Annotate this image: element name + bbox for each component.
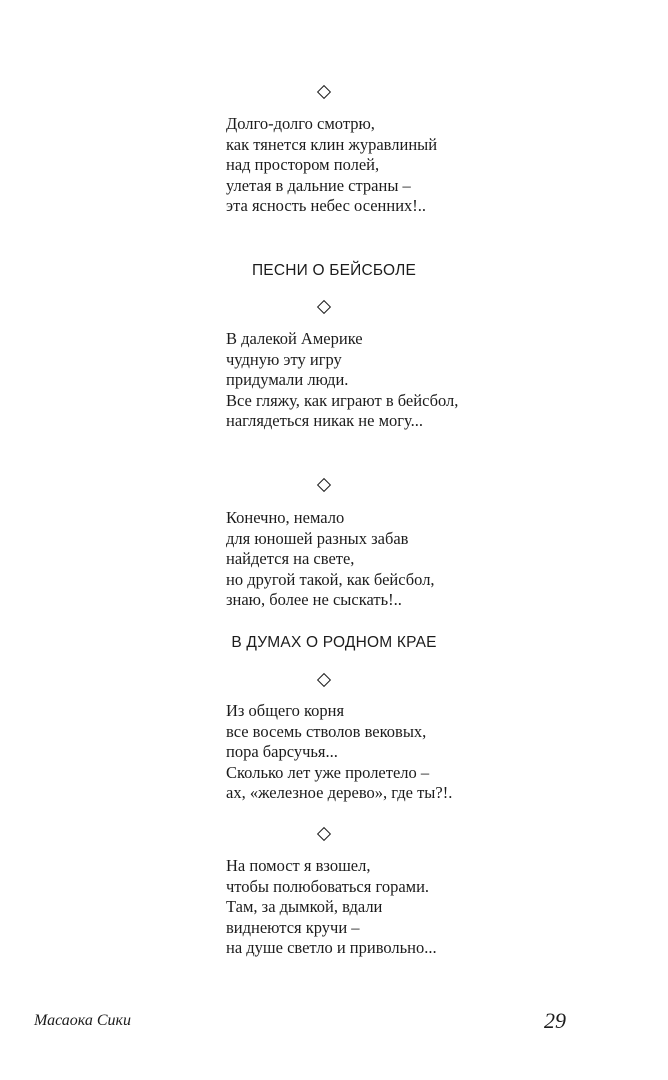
poem-line: Долго-долго смотрю,	[226, 114, 375, 133]
poem-line: чудную эту игру	[226, 349, 342, 369]
poem-line: над простором полей,	[226, 155, 380, 174]
section-title-baseball: ПЕСНИ О БЕЙСБОЛЕ	[251, 262, 417, 279]
poem-line: виднеются кручи –	[226, 917, 360, 937]
poem-line: знаю, более не сыскать!..	[226, 590, 402, 609]
poem	[226, 701, 452, 804]
poem-line: придумали люди.	[226, 370, 349, 389]
poem-line: но другой такой, как бейсбол,	[226, 569, 435, 589]
poem-line: Все гляжу, как играют в бейсбол,	[226, 390, 459, 410]
poem-line: для юношей разных забав	[226, 528, 409, 548]
page-number: 29	[544, 1008, 566, 1033]
poem-line: улетая в дальние страны –	[226, 175, 411, 195]
poem-line: найдется на свете,	[226, 549, 355, 568]
poem	[226, 856, 437, 959]
poem	[226, 114, 437, 217]
poem-line: на душе светло и привольно...	[226, 938, 437, 957]
poem-line: Там, за дымкой, вдали	[226, 897, 383, 916]
poem-line: На помост я взошел,	[226, 856, 371, 875]
poem-line: эта ясность небес осенних!..	[226, 196, 427, 215]
poem-separator-diamond-icon	[317, 478, 331, 492]
poem-separator-diamond-icon	[317, 85, 331, 99]
poem-line: Конечно, немало	[226, 508, 345, 527]
poem-line: чтобы полюбоваться горами.	[226, 876, 430, 896]
poem-separator-diamond-icon	[317, 827, 331, 841]
poem-separator-diamond-icon	[317, 300, 331, 314]
poem-separator-diamond-icon	[317, 673, 331, 687]
poem-line: Сколько лет уже пролетело –	[226, 762, 430, 782]
poem-line: Из общего корня	[226, 701, 345, 720]
poem-line: пора барсучья...	[226, 742, 338, 761]
footer-author: Масаока Сики	[34, 1012, 132, 1029]
poem	[226, 508, 435, 611]
poem-line: ах, «железное дерево», где ты?!.	[226, 783, 453, 802]
section-title-native-land: В ДУМАХ О РОДНОМ КРАЕ	[231, 634, 437, 651]
poem-line: как тянется клин журавлиный	[226, 134, 438, 154]
poem-line: все восемь стволов вековых,	[226, 721, 427, 741]
poem-line: наглядеться никак не могу...	[226, 411, 424, 430]
poem	[226, 329, 458, 432]
poem-line: В далекой Америке	[226, 329, 363, 348]
